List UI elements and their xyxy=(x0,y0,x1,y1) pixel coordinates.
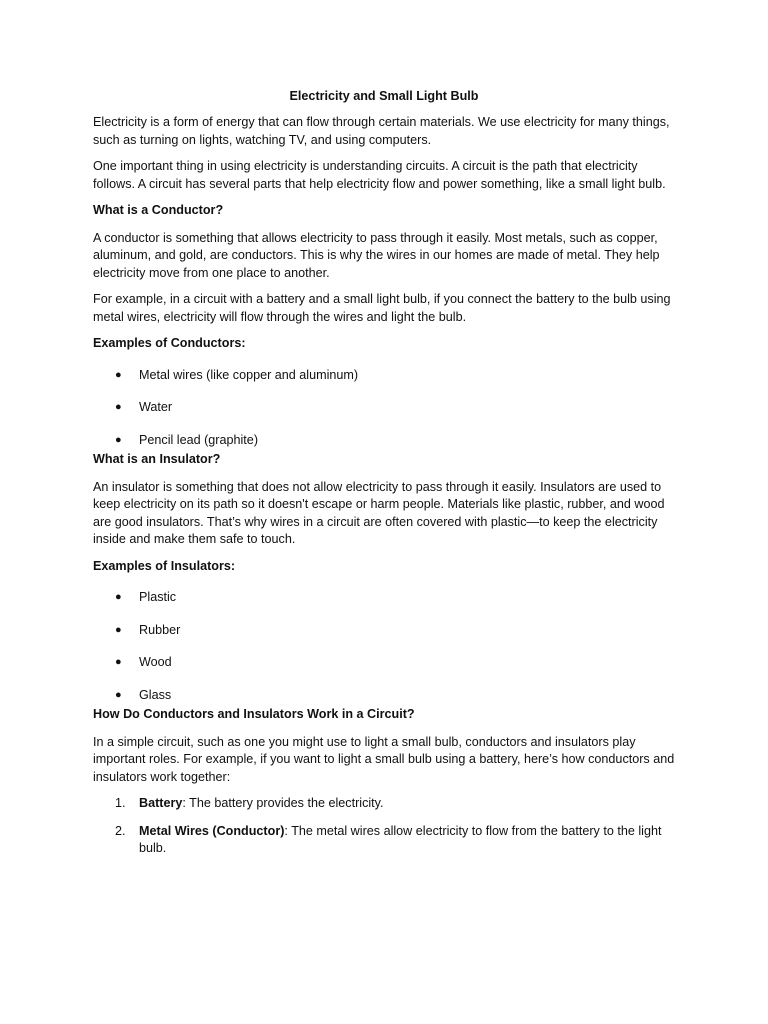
insulator-examples-heading: Examples of Insulators: xyxy=(93,558,236,573)
intro-paragraph-2: One important thing in using electricity is understanding circuits. A circuit is the path that electricity follows. A circuit has several parts that help electricity flow and power something, like a small light bulb. xyxy=(93,159,666,191)
bullet-icon: ● xyxy=(115,688,122,701)
conductor-examples-list xyxy=(93,367,675,450)
conductor-heading: What is a Conductor? xyxy=(93,203,224,217)
list-item-text: Glass xyxy=(139,687,172,702)
bullet-icon: ● xyxy=(115,368,122,381)
insulator-examples-list xyxy=(93,589,675,704)
list-item xyxy=(115,823,675,858)
bullet-icon: ● xyxy=(115,623,122,636)
list-item xyxy=(115,795,675,813)
document-title: Electricity and Small Light Bulb xyxy=(289,89,479,103)
step-text: : The metal wires allow electricity to flow from the battery to the light bulb. xyxy=(139,823,662,855)
insulator-heading: What is an Insulator? xyxy=(93,452,221,466)
list-item-text: Wood xyxy=(139,655,172,669)
list-item xyxy=(115,432,675,450)
step-term: Battery xyxy=(139,796,183,810)
list-item-text: Rubber xyxy=(139,622,181,637)
conductor-paragraph-1: A conductor is something that allows electricity to pass through it easily. Most metals, such as copper, aluminum, and gold, are conductors. This is why the wires in our homes are made of metal. They help electricity move from one place to another. xyxy=(93,230,660,280)
list-item xyxy=(115,654,675,672)
step-number: 2. xyxy=(115,823,126,838)
list-item-text: Water xyxy=(139,400,173,414)
circuit-paragraph-1: In a simple circuit, such as one you might use to light a small bulb, conductors and insulators play important roles. For example, if you want to light a small bulb using a battery, here’s how conductors and insulators work together: xyxy=(93,734,675,784)
intro-paragraph-1: Electricity is a form of energy that can flow through certain materials. We use electricity for many things, such as turning on lights, watching TV, and using computers. xyxy=(93,115,670,147)
list-item xyxy=(115,589,675,607)
list-item-text: Metal wires (like copper and aluminum) xyxy=(139,367,359,382)
bullet-icon: ● xyxy=(115,591,122,603)
list-item xyxy=(115,622,675,640)
list-item xyxy=(115,367,675,385)
list-item-text: Pencil lead (graphite) xyxy=(139,432,259,447)
list-item-text: Plastic xyxy=(139,590,177,604)
circuit-heading: How Do Conductors and Insulators Work in a Circuit? xyxy=(93,707,415,721)
bullet-icon: ● xyxy=(115,656,122,668)
bullet-icon: ● xyxy=(115,433,122,446)
conductor-examples-heading: Examples of Conductors: xyxy=(93,336,246,350)
conductor-paragraph-2: For example, in a circuit with a battery and a small light bulb, if you connect the battery to the bulb using metal wires, electricity will flow through the wires and light the bulb. xyxy=(93,292,671,324)
step-text: : The battery provides the electricity. xyxy=(182,796,384,810)
bullet-icon: ● xyxy=(115,401,122,413)
list-item xyxy=(115,687,675,705)
step-number: 1. xyxy=(115,796,126,810)
list-item xyxy=(115,399,675,417)
step-term: Metal Wires (Conductor) xyxy=(139,823,285,838)
circuit-steps-list xyxy=(93,795,675,858)
insulator-paragraph-1: An insulator is something that does not allow electricity to pass through it easily. Insulators are used to keep electricity on its path so it doesn't escape or harm people. Materials like plastic, rubber, and wood are good insulators. That’s why wires in a circuit are often covered with plastic—to keep the electricity inside and make them safe to touch. xyxy=(93,479,665,546)
